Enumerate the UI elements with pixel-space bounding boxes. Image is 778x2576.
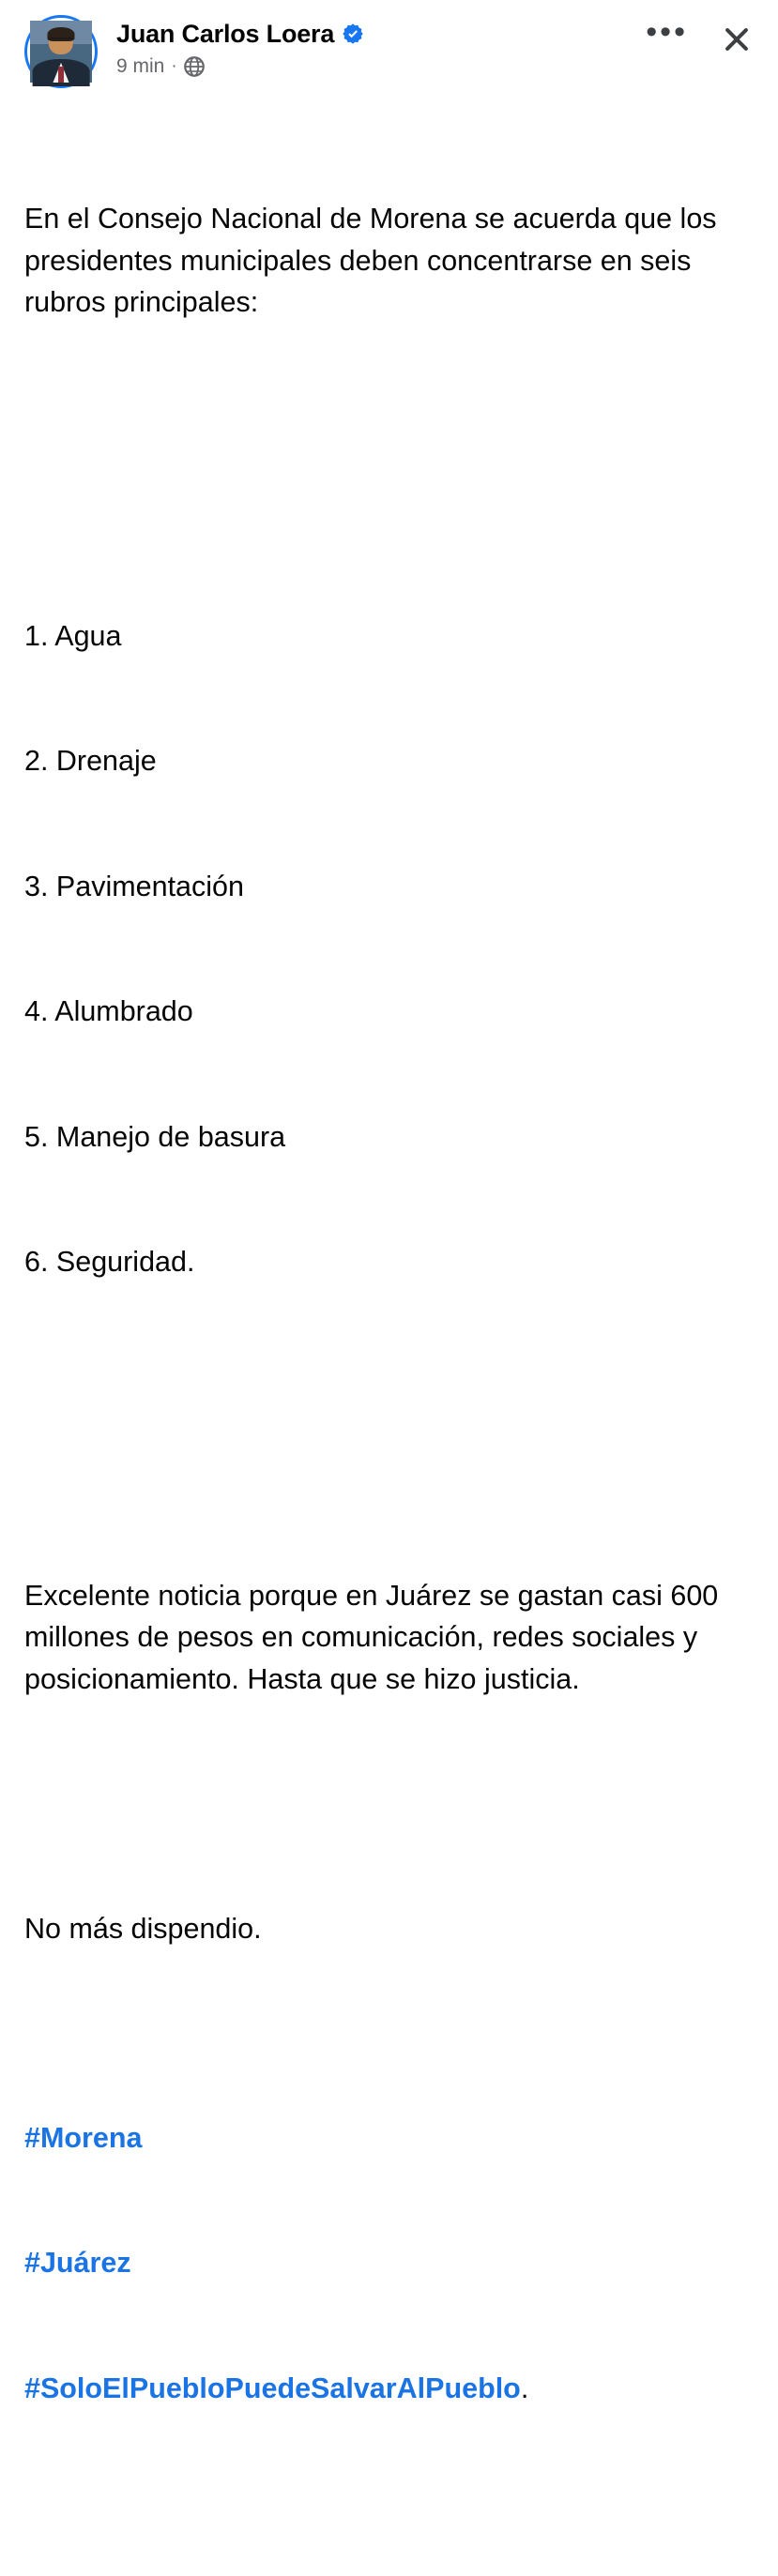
hashtag-link[interactable]: #SoloElPuebloPuedeSalvarAlPueblo [24, 2371, 521, 2404]
list-item: 5. Manejo de basura [24, 1120, 286, 1153]
post-list [24, 532, 754, 1367]
post-header-actions [646, 15, 754, 56]
profile-photo-image [30, 21, 92, 83]
globe-public-icon[interactable] [184, 56, 205, 77]
paragraph-spacer [24, 1783, 754, 1825]
author-row [116, 19, 646, 49]
close-icon[interactable] [720, 23, 754, 56]
post-timestamp[interactable]: 9 min [116, 55, 165, 77]
post-paragraph-2: Excelente noticia porque en Juárez se gastan casi 600 millones de pesos en comunicación, redes sociales y posicionamiento. Hasta que se hizo justicia. [24, 1579, 726, 1695]
list-item: 2. Drenaje [24, 745, 157, 777]
post-author-block [116, 15, 646, 78]
photo-glasses [49, 38, 73, 42]
hashtag-link[interactable]: #Juárez [24, 2247, 131, 2279]
hashtag-tail: . [520, 2371, 529, 2404]
post-header [24, 0, 754, 98]
list-item: 6. Seguridad. [24, 1246, 195, 1278]
post-paragraph-3: No más dispendio. [24, 1913, 262, 1945]
post-text [24, 98, 754, 2576]
post-paragraph-intro: En el Consejo Nacional de Morena se acuerda que los presidentes municipales deben concentrarse en seis rubros principales: [24, 203, 725, 318]
more-options-icon[interactable]: ••• [646, 14, 688, 50]
hashtag-link[interactable]: #Morena [24, 2121, 143, 2154]
photo-tie [58, 67, 64, 83]
paragraph-spacer [24, 1450, 754, 1492]
list-item: 1. Agua [24, 619, 122, 652]
paragraph-spacer [24, 407, 754, 448]
list-item: 3. Pavimentación [24, 870, 244, 902]
verified-badge-icon [342, 23, 364, 45]
post-meta [116, 55, 646, 78]
avatar[interactable] [24, 15, 98, 88]
list-item: 4. Alumbrado [24, 995, 193, 1027]
hashtag-block [24, 2034, 754, 2493]
author-name[interactable]: Juan Carlos Loera [116, 20, 335, 48]
meta-separator: · [171, 56, 177, 76]
